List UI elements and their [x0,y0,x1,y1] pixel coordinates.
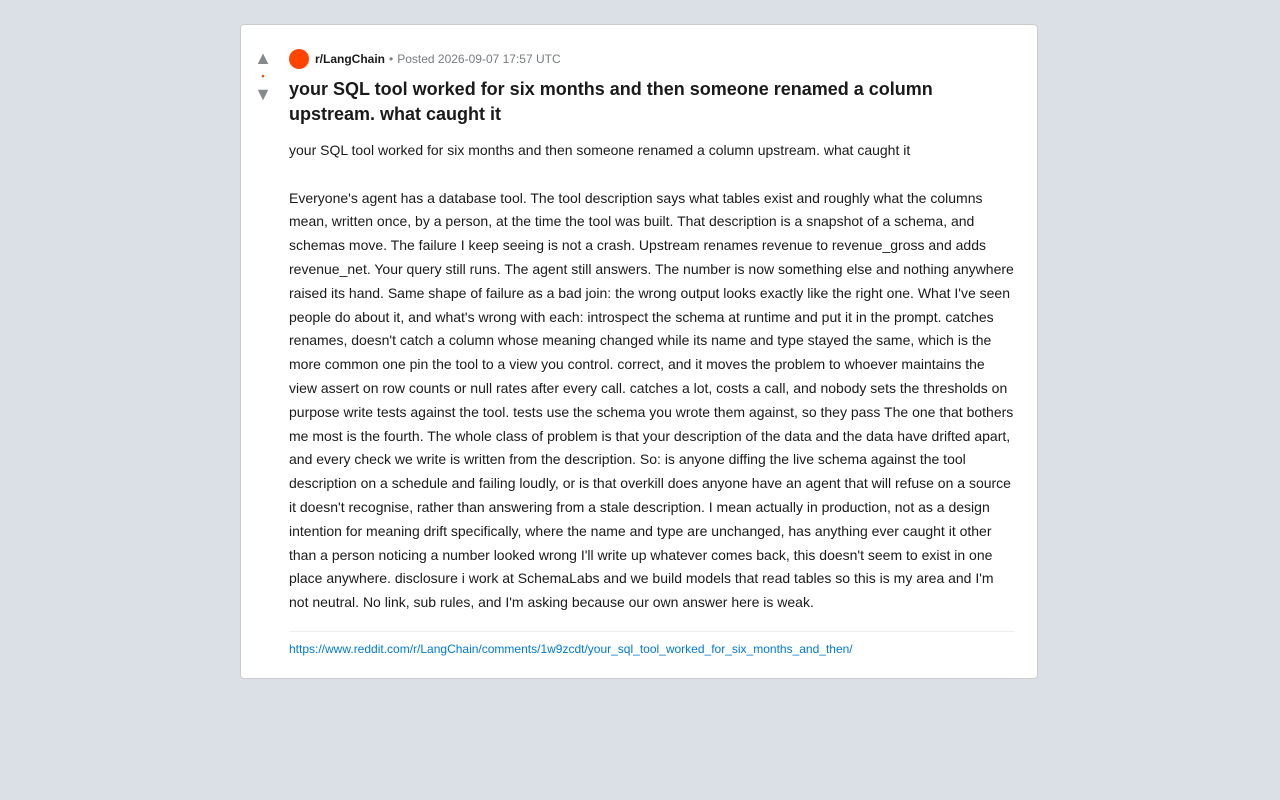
post-footer [289,631,1015,658]
upvote-icon[interactable]: ▲ [254,48,272,68]
subreddit-link[interactable]: r/LangChain [315,52,386,66]
subreddit-avatar-icon[interactable] [289,49,309,69]
post-card [240,24,1038,679]
post-meta [289,49,1015,69]
post-body-paragraph: your SQL tool worked for six months and then someone renamed a column upstream. what caught it [289,142,911,158]
post-body [289,139,1015,615]
post-body-paragraph: Everyone's agent has a database tool. The tool description says what tables exist and roughly what the columns mean, written once, by a person, at the time the tool was built. That description is a snapshot of a schema, and schemas move. The failure I keep seeing is not a crash. Upstream renames revenue to revenue_gross and adds revenue_net. Your query still runs. The agent still answers. The number is now something else and nothing anywhere raised its hand. Same shape of failure as a bad join: the wrong output looks exactly like the right one. What I've seen people do about it, and what's wrong with each: introspect the schema at runtime and put it in the prompt. catches renames, doesn't catch a column whose meaning changed while its name and type stayed the same, which is the more common one pin the tool to a view you control. correct, and it moves the problem to whoever maintains the view assert on row counts or null rates after every call. catches a lot, costs a call, and nobody sets the thresholds on purpose write tests against the tool. tests use the schema you wrote them against, so they pass The one that bothers me most is the fourth. The whole class of problem is that your description of the data and the data have drifted apart, and every check we write is written from the description. So: is anyone diffing the live schema against the tool description on a schedule and failing loudly, or is that overkill does anyone have an agent that will refuse on a source it doesn't recognise, rather than answering from a stale description. I mean actually in production, not as a design intention for meaning drift specifically, where the name and type are unchanged, has anything ever caught it other than a person noticing a number looked wrong I'll write up whatever comes back, this doesn't seem to exist in one place anywhere. disclosure i work at SchemaLabs and we build models that read tables so this is my area and I'm not neutral. No link, sub rules, and I'm asking because our own answer here is weak. [289,189,1014,611]
post-timestamp: Posted 2026-09-07 17:57 UTC [397,52,561,66]
vote-score: • [261,71,265,81]
post-permalink[interactable]: https://www.reddit.com/r/LangChain/comments/1w9zcdt/your_sql_tool_worked_for_six_months_and_then/ [289,641,853,656]
post-content [289,49,1015,658]
vote-column [241,49,285,103]
post-title[interactable]: your SQL tool worked for six months and then someone renamed a column upstream. what caught it [289,79,933,124]
meta-separator: • [389,52,394,66]
downvote-icon[interactable]: ▼ [254,84,272,104]
